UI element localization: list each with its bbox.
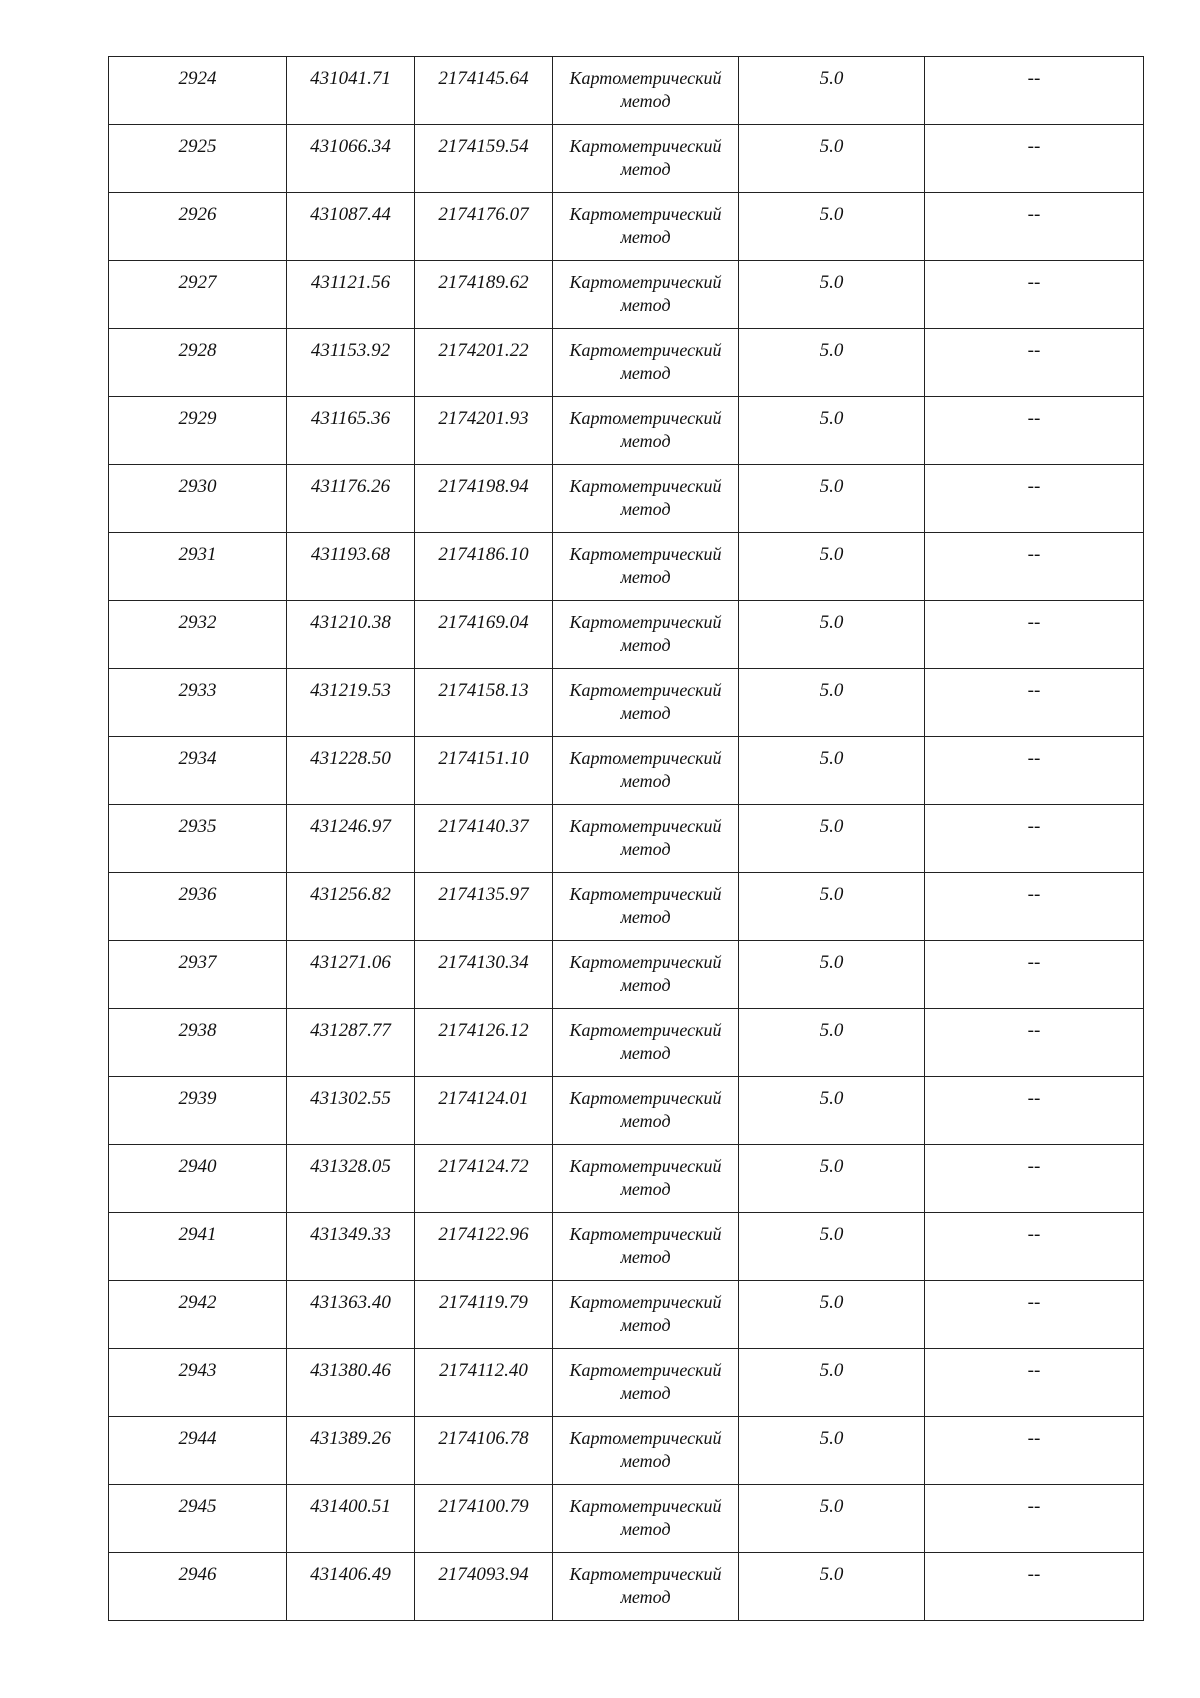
accuracy-cell: 5.0 [739,1417,925,1485]
method-line-1: Картометрический [569,1292,722,1312]
method-line-1: Картометрический [569,1428,722,1448]
method-cell [553,1213,739,1281]
coordinates-table [108,56,1144,1621]
x-coordinate-cell: 431406.49 [287,1553,415,1621]
method-line-2: метод [620,1315,671,1335]
method-line-1: Картометрический [569,408,722,428]
accuracy-cell: 5.0 [739,1077,925,1145]
note-cell: -- [925,533,1144,601]
note-cell: -- [925,1553,1144,1621]
accuracy-cell: 5.0 [739,465,925,533]
point-number-cell: 2926 [109,193,287,261]
method-line-1: Картометрический [569,952,722,972]
x-coordinate-cell: 431389.26 [287,1417,415,1485]
table-row [109,1077,1144,1145]
point-number-cell: 2942 [109,1281,287,1349]
table-row [109,805,1144,873]
method-cell [553,1145,739,1213]
x-coordinate-cell: 431363.40 [287,1281,415,1349]
table-row [109,465,1144,533]
note-cell: -- [925,805,1144,873]
table-row [109,397,1144,465]
method-line-2: метод [620,91,671,111]
table-row [109,1213,1144,1281]
x-coordinate-cell: 431219.53 [287,669,415,737]
y-coordinate-cell: 2174112.40 [415,1349,553,1417]
method-cell [553,601,739,669]
point-number-cell: 2934 [109,737,287,805]
y-coordinate-cell: 2174176.07 [415,193,553,261]
x-coordinate-cell: 431066.34 [287,125,415,193]
table-row [109,737,1144,805]
y-coordinate-cell: 2174124.72 [415,1145,553,1213]
point-number-cell: 2943 [109,1349,287,1417]
point-number-cell: 2925 [109,125,287,193]
note-cell: -- [925,1213,1144,1281]
point-number-cell: 2929 [109,397,287,465]
table-row [109,329,1144,397]
point-number-cell: 2927 [109,261,287,329]
method-line-2: метод [620,1587,671,1607]
table-row [109,533,1144,601]
x-coordinate-cell: 431287.77 [287,1009,415,1077]
method-cell [553,397,739,465]
y-coordinate-cell: 2174126.12 [415,1009,553,1077]
x-coordinate-cell: 431271.06 [287,941,415,1009]
y-coordinate-cell: 2174122.96 [415,1213,553,1281]
method-line-2: метод [620,1247,671,1267]
method-cell [553,873,739,941]
x-coordinate-cell: 431087.44 [287,193,415,261]
table-row [109,1553,1144,1621]
accuracy-cell: 5.0 [739,1281,925,1349]
method-line-1: Картометрический [569,272,722,292]
method-line-2: метод [620,1451,671,1471]
point-number-cell: 2933 [109,669,287,737]
accuracy-cell: 5.0 [739,397,925,465]
y-coordinate-cell: 2174201.22 [415,329,553,397]
note-cell: -- [925,1349,1144,1417]
method-cell [553,805,739,873]
method-line-2: метод [620,1383,671,1403]
note-cell: -- [925,873,1144,941]
method-line-2: метод [620,1519,671,1539]
method-line-2: метод [620,771,671,791]
method-line-2: метод [620,907,671,927]
table-row [109,1485,1144,1553]
method-line-2: метод [620,1179,671,1199]
accuracy-cell: 5.0 [739,1485,925,1553]
accuracy-cell: 5.0 [739,1145,925,1213]
document-page [108,56,1143,1621]
method-line-2: метод [620,839,671,859]
accuracy-cell: 5.0 [739,1213,925,1281]
x-coordinate-cell: 431228.50 [287,737,415,805]
method-cell [553,737,739,805]
note-cell: -- [925,1009,1144,1077]
table-row [109,1349,1144,1417]
table-row [109,669,1144,737]
accuracy-cell: 5.0 [739,533,925,601]
point-number-cell: 2932 [109,601,287,669]
note-cell: -- [925,1281,1144,1349]
x-coordinate-cell: 431165.36 [287,397,415,465]
method-line-2: метод [620,1043,671,1063]
method-cell [553,533,739,601]
method-line-1: Картометрический [569,1156,722,1176]
point-number-cell: 2931 [109,533,287,601]
x-coordinate-cell: 431193.68 [287,533,415,601]
x-coordinate-cell: 431246.97 [287,805,415,873]
method-line-1: Картометрический [569,612,722,632]
x-coordinate-cell: 431380.46 [287,1349,415,1417]
note-cell: -- [925,125,1144,193]
method-line-1: Картометрический [569,1088,722,1108]
point-number-cell: 2945 [109,1485,287,1553]
x-coordinate-cell: 431121.56 [287,261,415,329]
note-cell: -- [925,1077,1144,1145]
method-line-2: метод [620,363,671,383]
table-row [109,261,1144,329]
point-number-cell: 2941 [109,1213,287,1281]
y-coordinate-cell: 2174189.62 [415,261,553,329]
point-number-cell: 2924 [109,57,287,125]
method-line-2: метод [620,295,671,315]
method-cell [553,125,739,193]
note-cell: -- [925,397,1144,465]
accuracy-cell: 5.0 [739,805,925,873]
accuracy-cell: 5.0 [739,329,925,397]
point-number-cell: 2939 [109,1077,287,1145]
x-coordinate-cell: 431349.33 [287,1213,415,1281]
y-coordinate-cell: 2174135.97 [415,873,553,941]
note-cell: -- [925,261,1144,329]
x-coordinate-cell: 431328.05 [287,1145,415,1213]
y-coordinate-cell: 2174198.94 [415,465,553,533]
method-cell [553,1417,739,1485]
note-cell: -- [925,941,1144,1009]
y-coordinate-cell: 2174093.94 [415,1553,553,1621]
note-cell: -- [925,1417,1144,1485]
accuracy-cell: 5.0 [739,1349,925,1417]
method-line-2: метод [620,975,671,995]
table-row [109,873,1144,941]
accuracy-cell: 5.0 [739,125,925,193]
table-row [109,941,1144,1009]
method-line-2: метод [620,567,671,587]
y-coordinate-cell: 2174100.79 [415,1485,553,1553]
method-line-1: Картометрический [569,1360,722,1380]
note-cell: -- [925,1145,1144,1213]
accuracy-cell: 5.0 [739,873,925,941]
method-cell [553,1009,739,1077]
y-coordinate-cell: 2174119.79 [415,1281,553,1349]
accuracy-cell: 5.0 [739,737,925,805]
note-cell: -- [925,193,1144,261]
method-cell [553,1485,739,1553]
method-cell [553,1553,739,1621]
x-coordinate-cell: 431176.26 [287,465,415,533]
table-row [109,1417,1144,1485]
note-cell: -- [925,329,1144,397]
y-coordinate-cell: 2174186.10 [415,533,553,601]
method-cell [553,1281,739,1349]
y-coordinate-cell: 2174145.64 [415,57,553,125]
method-cell [553,1349,739,1417]
y-coordinate-cell: 2174169.04 [415,601,553,669]
accuracy-cell: 5.0 [739,669,925,737]
note-cell: -- [925,57,1144,125]
method-line-1: Картометрический [569,136,722,156]
method-line-2: метод [620,499,671,519]
method-line-1: Картометрический [569,680,722,700]
method-line-2: метод [620,1111,671,1131]
table-row [109,1009,1144,1077]
method-cell [553,329,739,397]
accuracy-cell: 5.0 [739,261,925,329]
method-line-2: метод [620,227,671,247]
table-row [109,57,1144,125]
method-cell [553,261,739,329]
x-coordinate-cell: 431041.71 [287,57,415,125]
note-cell: -- [925,669,1144,737]
accuracy-cell: 5.0 [739,1009,925,1077]
accuracy-cell: 5.0 [739,57,925,125]
method-cell [553,669,739,737]
method-line-1: Картометрический [569,476,722,496]
method-cell [553,465,739,533]
y-coordinate-cell: 2174159.54 [415,125,553,193]
y-coordinate-cell: 2174201.93 [415,397,553,465]
method-line-1: Картометрический [569,544,722,564]
accuracy-cell: 5.0 [739,1553,925,1621]
table-row [109,193,1144,261]
method-line-2: метод [620,159,671,179]
x-coordinate-cell: 431302.55 [287,1077,415,1145]
method-cell [553,57,739,125]
method-line-2: метод [620,431,671,451]
x-coordinate-cell: 431400.51 [287,1485,415,1553]
point-number-cell: 2940 [109,1145,287,1213]
method-line-1: Картометрический [569,1496,722,1516]
table-body [109,57,1144,1621]
method-line-1: Картометрический [569,1224,722,1244]
method-line-1: Картометрический [569,884,722,904]
table-row [109,601,1144,669]
y-coordinate-cell: 2174106.78 [415,1417,553,1485]
point-number-cell: 2946 [109,1553,287,1621]
x-coordinate-cell: 431210.38 [287,601,415,669]
method-line-2: метод [620,703,671,723]
point-number-cell: 2937 [109,941,287,1009]
method-line-1: Картометрический [569,340,722,360]
method-cell [553,1077,739,1145]
note-cell: -- [925,601,1144,669]
method-cell [553,193,739,261]
point-number-cell: 2936 [109,873,287,941]
accuracy-cell: 5.0 [739,941,925,1009]
method-line-1: Картометрический [569,1020,722,1040]
method-line-1: Картометрический [569,204,722,224]
table-row [109,125,1144,193]
point-number-cell: 2938 [109,1009,287,1077]
method-line-1: Картометрический [569,1564,722,1584]
method-cell [553,941,739,1009]
method-line-1: Картометрический [569,816,722,836]
method-line-1: Картометрический [569,748,722,768]
note-cell: -- [925,465,1144,533]
y-coordinate-cell: 2174151.10 [415,737,553,805]
note-cell: -- [925,1485,1144,1553]
point-number-cell: 2935 [109,805,287,873]
note-cell: -- [925,737,1144,805]
table-row [109,1281,1144,1349]
method-line-1: Картометрический [569,68,722,88]
y-coordinate-cell: 2174140.37 [415,805,553,873]
point-number-cell: 2944 [109,1417,287,1485]
x-coordinate-cell: 431256.82 [287,873,415,941]
table-row [109,1145,1144,1213]
accuracy-cell: 5.0 [739,193,925,261]
x-coordinate-cell: 431153.92 [287,329,415,397]
point-number-cell: 2928 [109,329,287,397]
point-number-cell: 2930 [109,465,287,533]
y-coordinate-cell: 2174124.01 [415,1077,553,1145]
y-coordinate-cell: 2174130.34 [415,941,553,1009]
accuracy-cell: 5.0 [739,601,925,669]
method-line-2: метод [620,635,671,655]
y-coordinate-cell: 2174158.13 [415,669,553,737]
